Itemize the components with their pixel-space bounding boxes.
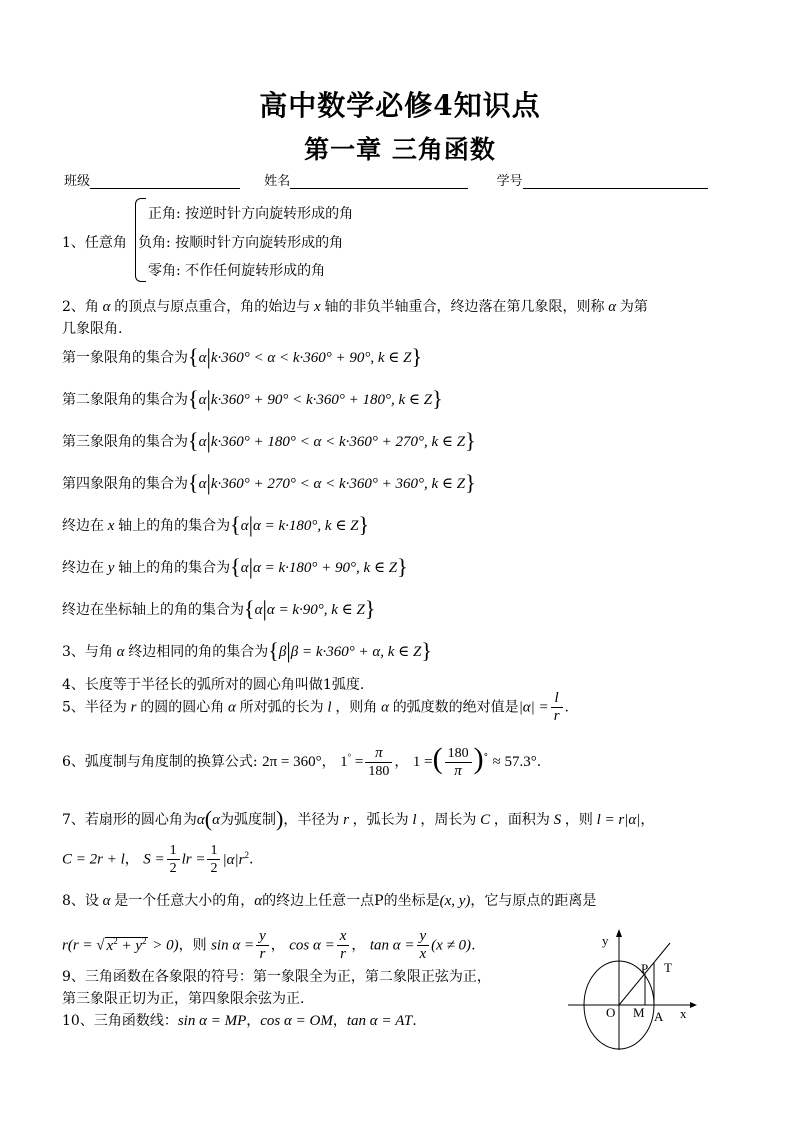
chapter-title: 第一章 三角函数 xyxy=(304,135,496,164)
section-1-lead: 1、任意角 xyxy=(62,235,127,251)
section-7-line2: C = 2r + l， S = $\frac{1}{2}$ lr = $\frac{1}{2}$ $|\alpha|r^2$. xyxy=(62,843,254,876)
id-label: 学号 xyxy=(496,174,523,189)
section-2-line2: 几象限角. xyxy=(62,321,123,337)
section-9-line2: 第三象限正切为正，第四象限余弦为正. xyxy=(62,991,305,1007)
section-8-line1: 8、设 α 是一个任意大小的角，α的终边上任意一点P的坐标是(x, y)，它与原点的距离是 xyxy=(62,893,597,909)
section-7-line1: 7、若扇形的圆心角为α(α为弧度制)，半径为 r ，弧长为 l ，周长为 C ，面积为 S ，则 l = r|α|， xyxy=(62,806,655,831)
section-3: 3、与角 α 终边相同的角的集合为{β|β = k·360° + α, k ∈ Z} xyxy=(62,638,432,663)
id-blank[interactable] xyxy=(523,174,708,189)
unit-circle-figure xyxy=(560,925,710,1055)
origin-label: O xyxy=(606,1005,616,1020)
class-label: 班级 xyxy=(64,174,91,189)
x-label: x xyxy=(680,1006,687,1021)
y-axis-set: 终边在 y 轴上的角的集合为{α|α = k·180° + 90°, k ∈ Z} xyxy=(62,554,408,579)
x-axis-arrow xyxy=(690,1002,697,1008)
zero-angle-def: 零角: 不作任何旋转形成的角 xyxy=(148,263,326,279)
coordinate-axes-set: 终边在坐标轴上的角的集合为{α|α = k·90°, k ∈ Z} xyxy=(62,596,376,621)
page-title: 高中数学必修4知识点 xyxy=(259,89,541,122)
y-axis-arrow xyxy=(616,929,622,937)
t-label: T xyxy=(664,960,672,975)
section-9-line1: 9、三角函数在各象限的符号：第一象限全为正，第二象限正弦为正， xyxy=(62,969,491,985)
section-8-line2: r(r = √ $x^2 + y^2 > 0$)，则 sin α = $\frac{y}{r}$ ， cos α = $\frac{x}{r}$ ， tan α = $\frac{y}{x}$ (x ≠ 0). xyxy=(62,928,476,962)
student-info-line xyxy=(64,170,724,189)
quadrant-3-set: 第三象限角的集合为{α|k·360° + 180° < α < k·360° + 270°, k ∈ Z} xyxy=(62,428,476,453)
negative-angle-def: 负角: 按顺时针方向旋转形成的角 xyxy=(138,235,344,251)
p-label: P xyxy=(641,961,649,976)
x-axis-set: 终边在 x 轴上的角的集合为{α|α = k·180°, k ∈ Z} xyxy=(62,512,370,537)
section-4: 4、长度等于半径长的弧所对的圆心角叫做1弧度. xyxy=(62,677,365,693)
m-label: M xyxy=(633,1005,645,1020)
section-10: 10、三角函数线：sin α = MP，cos α = OM，tan α = AT. xyxy=(62,1013,417,1029)
class-blank[interactable] xyxy=(90,174,240,189)
section-5: 5、半径为 r 的圆的圆心角 α 所对弧的长为 l ，则角 α 的弧度数的绝对值是|α| = $\frac{l}{r}$ . xyxy=(62,690,569,724)
positive-angle-def: 正角: 按逆时针方向旋转形成的角 xyxy=(148,206,354,222)
name-label: 姓名 xyxy=(264,174,291,189)
a-label: A xyxy=(654,1009,664,1024)
section-6: 6、弧度制与角度制的换算公式: 2π = 360°， 1° = $\frac{\pi}{180}$ ， 1 =( $\frac{180}{\pi}$ )° ≈ 57.3°. xyxy=(62,742,542,779)
quadrant-2-set: 第二象限角的集合为{α|k·360° + 90° < k·360° + 180°, k ∈ Z} xyxy=(62,386,443,411)
quadrant-4-set: 第四象限角的集合为{α|k·360° + 270° < α < k·360° + 360°, k ∈ Z} xyxy=(62,470,476,495)
quadrant-1-set: 第一象限角的集合为{α|k·360° < α < k·360° + 90°, k ∈ Z} xyxy=(62,344,423,369)
section-2-line1: 2、角 α 的顶点与原点重合，角的始边与 x 轴的非负半轴重合，终边落在第几象限，则称 α 为第 xyxy=(62,299,648,315)
y-label: y xyxy=(602,933,609,948)
name-blank[interactable] xyxy=(290,174,468,189)
